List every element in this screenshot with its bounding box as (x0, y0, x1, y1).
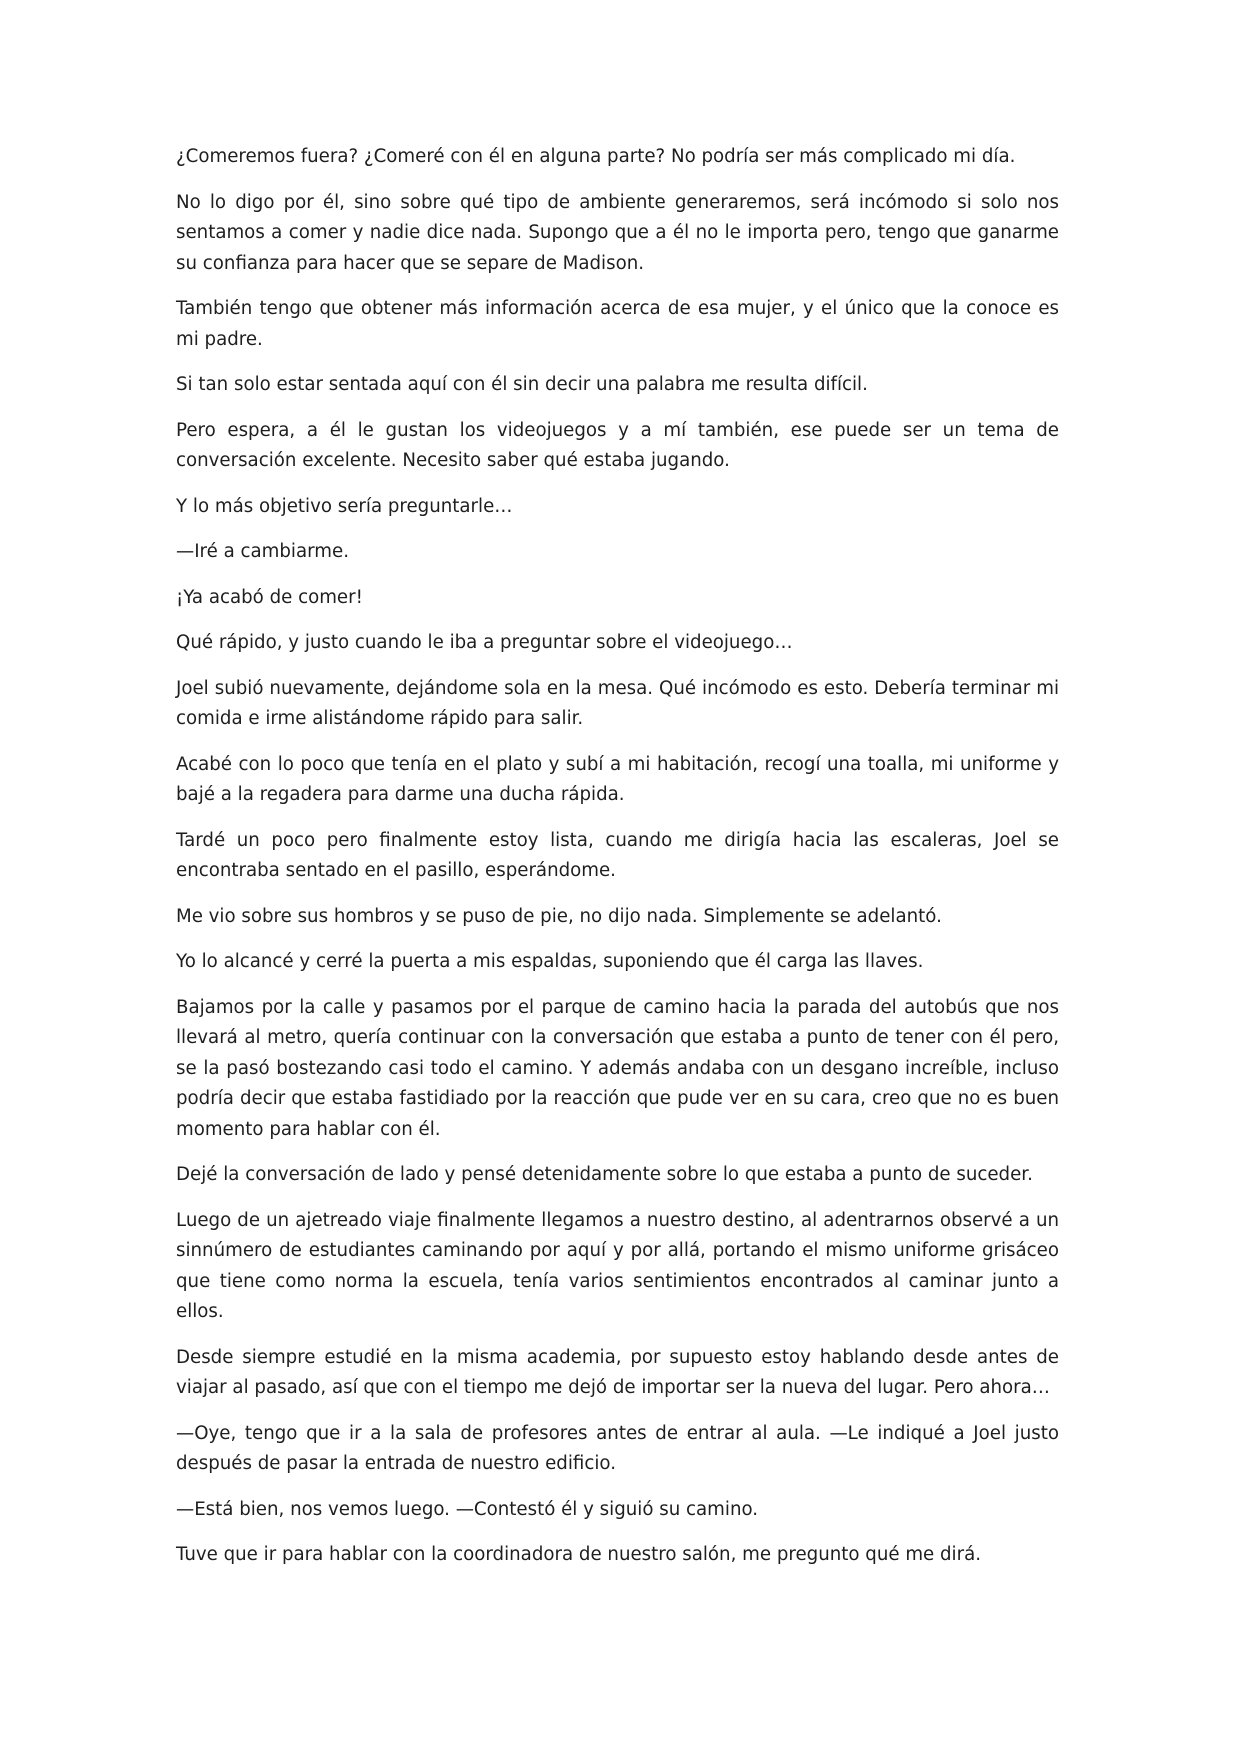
paragraph: Y lo más objetivo sería preguntarle… (176, 495, 513, 517)
document-body (176, 142, 1059, 1586)
paragraph: Acabé con lo poco que tenía en el plato y subí a mi habitación, recogí una toalla, mi uniforme y bajé a la regadera para darme una ducha rápida. (176, 753, 1059, 805)
paragraph: Si tan solo estar sentada aquí con él sin decir una palabra me resulta difícil. (176, 374, 868, 395)
paragraph: Tuve que ir para hablar con la coordinadora de nuestro salón, me pregunto qué me dirá. (176, 1544, 982, 1565)
paragraph: Dejé la conversación de lado y pensé detenidamente sobre lo que estaba a punto de suceder. (176, 1164, 1033, 1185)
paragraph: Me vio sobre sus hombros y se puso de pie, no dijo nada. Simplemente se adelantó. (176, 905, 942, 927)
paragraph: Luego de un ajetreado viaje finalmente llegamos a nuestro destino, al adentrarnos observé a un sinnúmero de estudiantes caminando por aquí y por allá, portando el mismo uniforme grisáceo que tiene como norma la escuela, tenía varios sentimientos encontrados al caminar junto a ellos. (176, 1209, 1059, 1322)
paragraph: ¿Comeremos fuera? ¿Comeré con él en alguna parte? No podría ser más complicado mi día. (176, 146, 1016, 167)
paragraph: También tengo que obtener más información acerca de esa mujer, y el único que la conoce es mi padre. (176, 298, 1059, 350)
paragraph: Bajamos por la calle y pasamos por el parque de camino hacia la parada del autobús que nos llevará al metro, quería continuar con la conversación que estaba a punto de tener con él pero, se la pasó bostezando casi todo el camino. Y además andaba con un desgano increíble, incluso podría decir que estaba fastidiado por la reacción que pude ver en su cara, creo que no es buen momento para hablar con él. (176, 996, 1059, 1140)
paragraph: —Iré a cambiarme. (176, 541, 349, 562)
paragraph: Pero espera, a él le gustan los videojuegos y a mí también, ese puede ser un tema de conversación excelente. Necesito saber qué estaba jugando. (176, 419, 1059, 471)
paragraph: No lo digo por él, sino sobre qué tipo de ambiente generaremos, será incómodo si solo nos sentamos a comer y nadie dice nada. Supongo que a él no le importa pero, tengo que ganarme su confianza para hacer que se separe de Madison. (176, 191, 1059, 274)
paragraph: Desde siempre estudié en la misma academia, por supuesto estoy hablando desde antes de viajar al pasado, así que con el tiempo me dejó de importar ser la nueva del lugar. Pero ahora… (176, 1346, 1059, 1398)
paragraph: Tardé un poco pero finalmente estoy lista, cuando me dirigía hacia las escaleras, Joel se encontraba sentado en el pasillo, esperándome. (176, 829, 1059, 881)
paragraph: Yo lo alcancé y cerré la puerta a mis espaldas, suponiendo que él carga las llaves. (176, 951, 924, 972)
paragraph: —Oye, tengo que ir a la sala de profesores antes de entrar al aula. —Le indiqué a Joel justo después de pasar la entrada de nuestro edificio. (176, 1422, 1059, 1474)
paragraph: Joel subió nuevamente, dejándome sola en la mesa. Qué incómodo es esto. Debería terminar mi comida e irme alistándome rápido para salir. (176, 677, 1059, 729)
paragraph: Qué rápido, y justo cuando le iba a preguntar sobre el videojuego… (176, 632, 793, 653)
paragraph: ¡Ya acabó de comer! (176, 586, 363, 608)
paragraph: —Está bien, nos vemos luego. —Contestó él y siguió su camino. (176, 1498, 759, 1520)
